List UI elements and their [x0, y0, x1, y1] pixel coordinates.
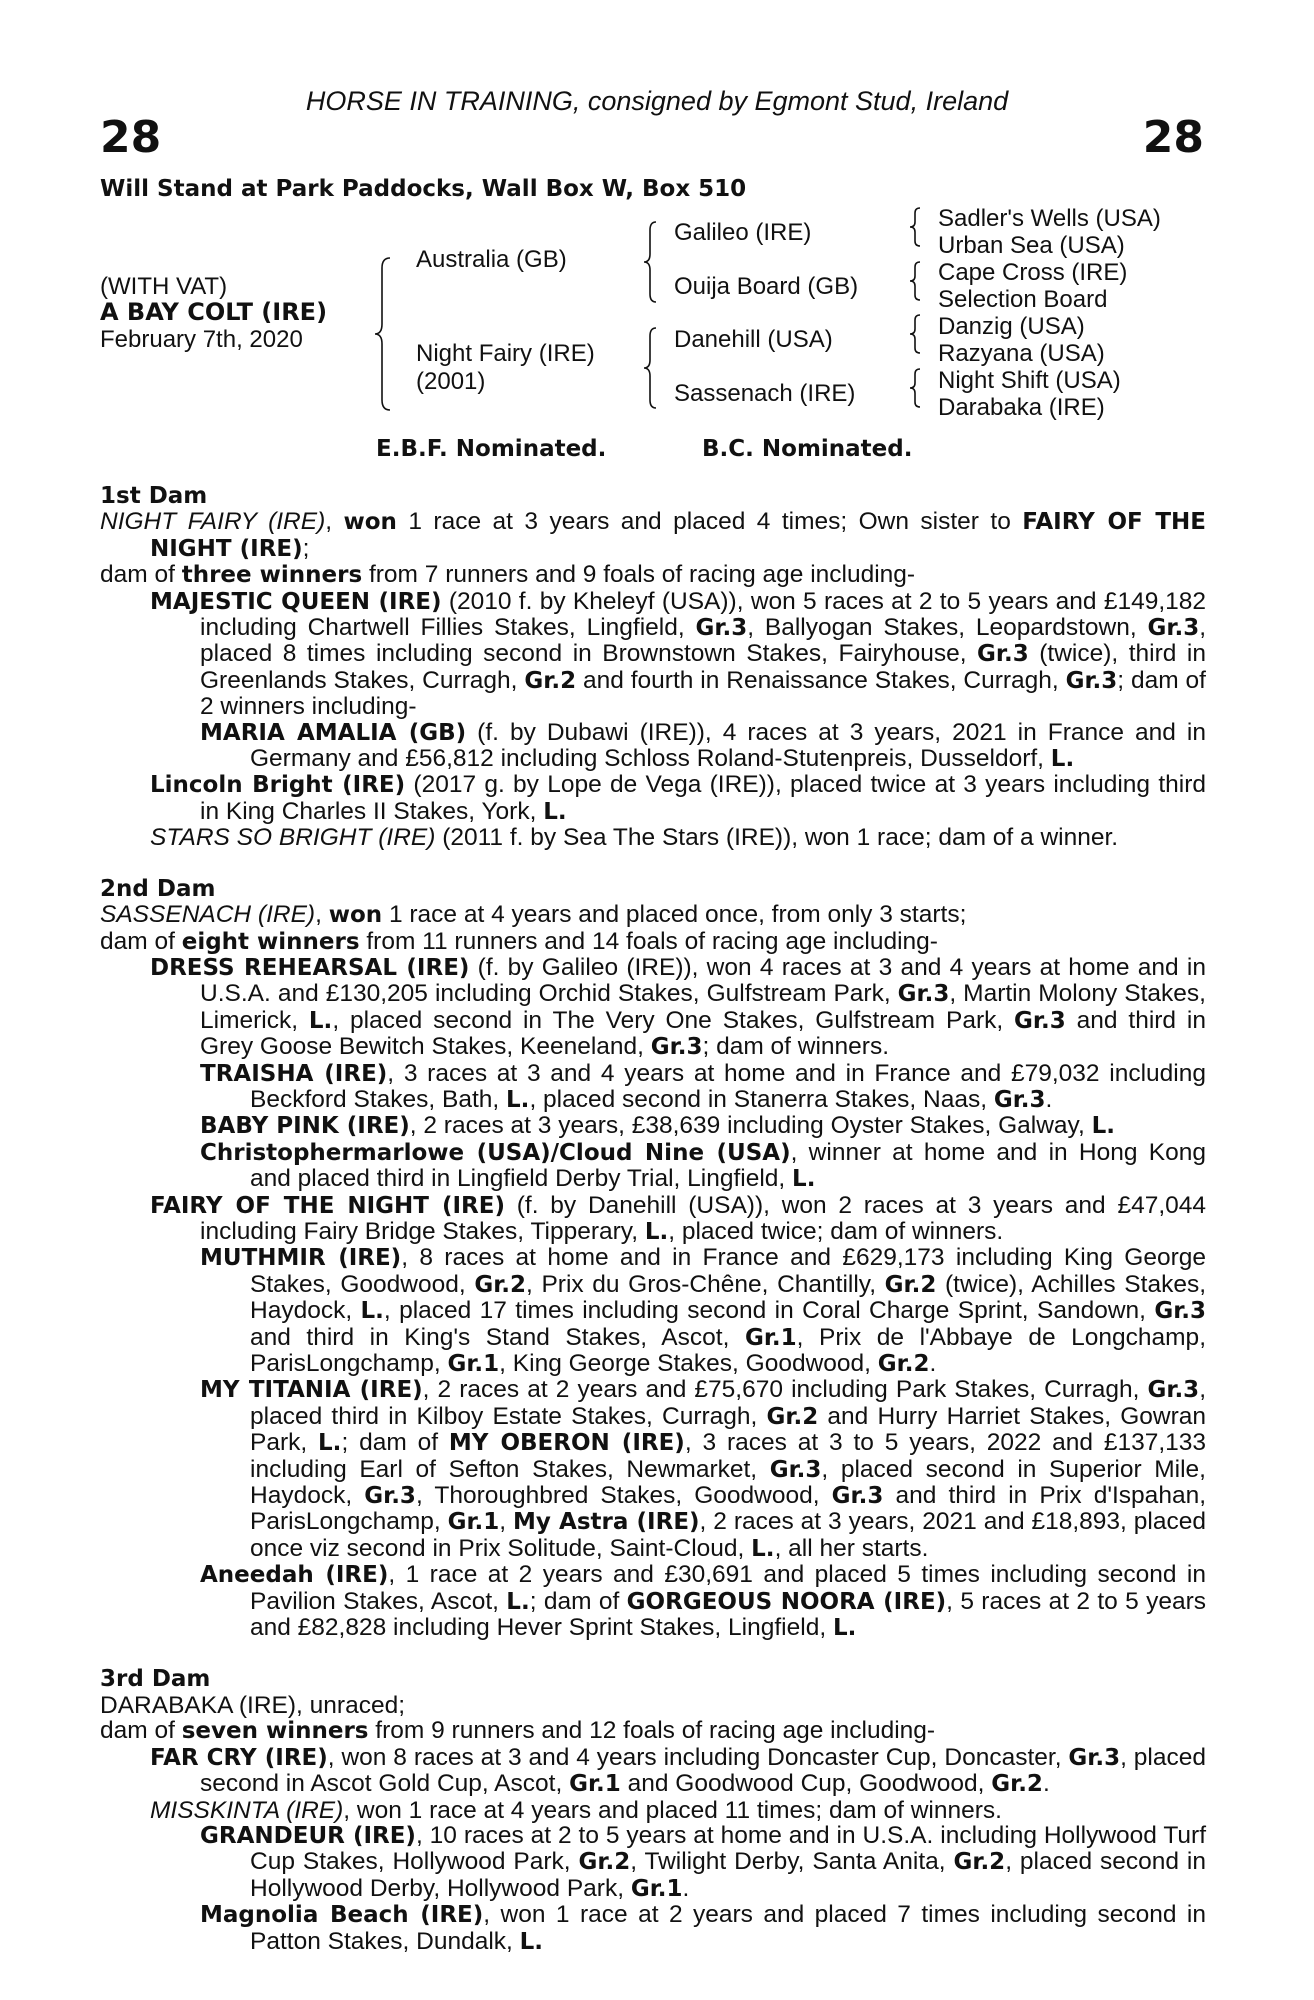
second-dam-produce: dam of eight winners from 11 runners and 14 foals of racing age including- [100, 927, 938, 955]
horse-name: A BAY COLT (IRE) [100, 298, 328, 326]
dam-sire-sire: Danzig (USA) [938, 313, 1085, 340]
second-dam-entry: SASSENACH (IRE), won 1 race at 4 years and placed once, from only 3 starts; [100, 901, 967, 929]
first-dam-entry: NIGHT FAIRY (IRE), won 1 race at 3 years and placed 4 times; Own sister to FAIRY OF THE NIGHT (IRE); [100, 508, 1206, 562]
produce-magnolia-beach: Magnolia Beach (IRE), won 1 race at 2 years and placed 7 times including second in Patton Stakes, Dundalk, L. [200, 1901, 1206, 1955]
produce-dress-rehearsal: DRESS REHEARSAL (IRE) (f. by Galileo (IRE)), won 4 races at 3 and 4 years at home and in U.S.A. and £130,205 including Orchid Stakes, Gulfstream Park, Gr.3, Martin Molony Stakes, Limerick, L., placed second in The Very One Stakes, Gulfstream Park, Gr.3 and third in Grey Goose Bewitch Stakes, Keeneland, Gr.3; dam of winners. [150, 953, 1206, 1061]
sire-dam-dam: Selection Board [938, 286, 1108, 313]
third-dam-entry: DARABAKA (IRE), unraced; [100, 1691, 406, 1719]
produce-my-titania: MY TITANIA (IRE), 2 races at 2 years and £75,670 including Park Stakes, Curragh, Gr.3, placed third in Kilboy Estate Stakes, Curragh, Gr.2 and Hurry Harriet Stakes, Gowran Park, L.; dam of MY OBERON (IRE), 3 races at 3 to 5 years, 2022 and £137,133 including Earl of Sefton Stakes, Newmarket, Gr.3, placed second in Superior Mile, Haydock, Gr.3, Thoroughbred Stakes, Goodwood, Gr.3 and third in Prix d'Ispahan, ParisLongchamp, Gr.1, My Astra (IRE), 2 races at 3 years, 2021 and £18,893, placed once viz second in Prix Solitude, Saint-Cloud, L., all her starts. [200, 1376, 1207, 1562]
produce-lincoln-bright: Lincoln Bright (IRE) (2017 g. by Lope de Vega (IRE)), placed twice at 3 years including third in King Charles II Stakes, York, L. [150, 771, 1206, 825]
lot-number-left: 28 [100, 112, 162, 163]
pedigree-brace-main [372, 256, 392, 412]
produce-christophermarlowe: Christophermarlowe (USA)/Cloud Nine (USA), winner at home and in Hong Kong and placed third in Lingfield Derby Trial, Lingfield, L. [200, 1138, 1206, 1193]
dam-dam: Sassenach (IRE) [674, 380, 856, 407]
pedigree-brace-sire [642, 220, 658, 304]
produce-stars-so-bright: STARS SO BRIGHT (IRE) (2011 f. by Sea The Stars (IRE)), won 1 race; dam of a winner. [150, 824, 1119, 852]
vat-note: (WITH VAT) [100, 273, 228, 300]
section-third-dam: 3rd Dam [100, 1666, 211, 1693]
pedigree-brace-ss [908, 206, 922, 248]
dam-sire: Danehill (USA) [674, 326, 833, 353]
section-first-dam: 1st Dam [100, 483, 208, 509]
produce-muthmir: MUTHMIR (IRE), 8 races at home and in France and £629,173 including King George Stakes, Goodwood, Gr.2, Prix du Gros-Chêne, Chantilly, Gr.2 (twice), Achilles Stakes, Haydock, L., placed 17 times including second in Coral Charge Sprint, Sandown, Gr.3 and third in King's Stand Stakes, Ascot, Gr.1, Prix de l'Abbaye de Longchamp, ParisLongchamp, Gr.1, King George Stakes, Goodwood, Gr.2. [200, 1244, 1207, 1377]
pedigree-notes [100, 484, 1206, 1955]
dam-year: (2001) [416, 368, 486, 395]
produce-fairy-of-the-night: FAIRY OF THE NIGHT (IRE) (f. by Danehill (USA)), won 2 races at 3 years and £47,044 including Fairy Bridge Stakes, Tipperary, L., placed twice; dam of winners. [150, 1191, 1206, 1245]
produce-traisha: TRAISHA (IRE), 3 races at 3 and 4 years at home and in France and £79,032 including Beckford Stakes, Bath, L., placed second in Stanerra Stakes, Naas, Gr.3. [200, 1059, 1206, 1113]
pedigree-brace-dam [642, 326, 658, 410]
produce-maria-amalia: MARIA AMALIA (GB) (f. by Dubawi (IRE)), 4 races at 3 years, 2021 in France and in Germany and £56,812 including Schloss Roland-Stutenpreis, Dusseldorf, L. [200, 718, 1206, 773]
pedigree-brace-ds [908, 313, 922, 355]
sire-sire: Galileo (IRE) [674, 219, 812, 246]
pedigree-brace-sd [908, 260, 922, 302]
sire-dam-sire: Cape Cross (IRE) [938, 259, 1128, 286]
ebf-nomination: E.B.F. Nominated. [376, 436, 607, 462]
sire-sire-dam: Urban Sea (USA) [938, 232, 1125, 259]
produce-majestic-queen: MAJESTIC QUEEN (IRE) (2010 f. by Kheleyf (USA)), won 5 races at 2 to 5 years and £149,182 including Chartwell Fillies Stakes, Lingfield, Gr.3, Ballyogan Stakes, Leopardstown, Gr.3, placed 8 times including second in Brownstown Stakes, Fairyhouse, Gr.3 (twice), third in Greenlands Stakes, Curragh, Gr.2 and fourth in Renaissance Stakes, Curragh, Gr.3; dam of 2 winners including- [150, 587, 1207, 721]
sire-sire-sire: Sadler's Wells (USA) [938, 205, 1161, 232]
produce-aneedah: Aneedah (IRE), 1 race at 2 years and £30,691 and placed 5 times including second in Pavilion Stakes, Ascot, L.; dam of GORGEOUS NOORA (IRE), 5 races at 2 to 5 years and £82,828 including Hever Sprint Stakes, Lingfield, L. [200, 1561, 1207, 1642]
sire-dam: Ouija Board (GB) [674, 273, 859, 300]
dam-dam-sire: Night Shift (USA) [938, 367, 1121, 394]
stand-location: Will Stand at Park Paddocks, Wall Box W, Box 510 [100, 176, 747, 202]
produce-misskinta: MISSKINTA (IRE), won 1 race at 4 years and placed 11 times; dam of winners. [150, 1796, 1002, 1824]
consignor-line: HORSE IN TRAINING, consigned by Egmont Stud, Ireland [305, 86, 1009, 116]
bc-nomination: B.C. Nominated. [702, 436, 913, 462]
sire: Australia (GB) [416, 246, 567, 273]
produce-grandeur: GRANDEUR (IRE), 10 races at 2 to 5 years at home and in U.S.A. including Hollywood Turf Cup Stakes, Hollywood Park, Gr.2, Twilight Derby, Santa Anita, Gr.2, placed second in Hollywood Derby, Hollywood Park, Gr.1. [200, 1821, 1207, 1902]
foaling-date: February 7th, 2020 [100, 326, 303, 353]
produce-far-cry: FAR CRY (IRE), won 8 races at 3 and 4 years including Doncaster Cup, Doncaster, Gr.3, placed second in Ascot Gold Cup, Ascot, Gr.1 and Goodwood Cup, Goodwood, Gr.2. [150, 1743, 1206, 1798]
dam-dam-dam: Darabaka (IRE) [938, 394, 1105, 421]
lot-number-right: 28 [1142, 112, 1204, 163]
pedigree-brace-dd [908, 367, 922, 409]
section-second-dam: 2nd Dam [100, 875, 216, 902]
dam: Night Fairy (IRE) [416, 340, 595, 367]
produce-baby-pink: BABY PINK (IRE), 2 races at 3 years, £38,639 including Oyster Stakes, Galway, L. [200, 1112, 1115, 1140]
first-dam-produce: dam of three winners from 7 runners and 9 foals of racing age including- [100, 561, 916, 589]
third-dam-produce: dam of seven winners from 9 runners and 12 foals of racing age including- [100, 1717, 936, 1745]
dam-sire-dam: Razyana (USA) [938, 340, 1105, 367]
